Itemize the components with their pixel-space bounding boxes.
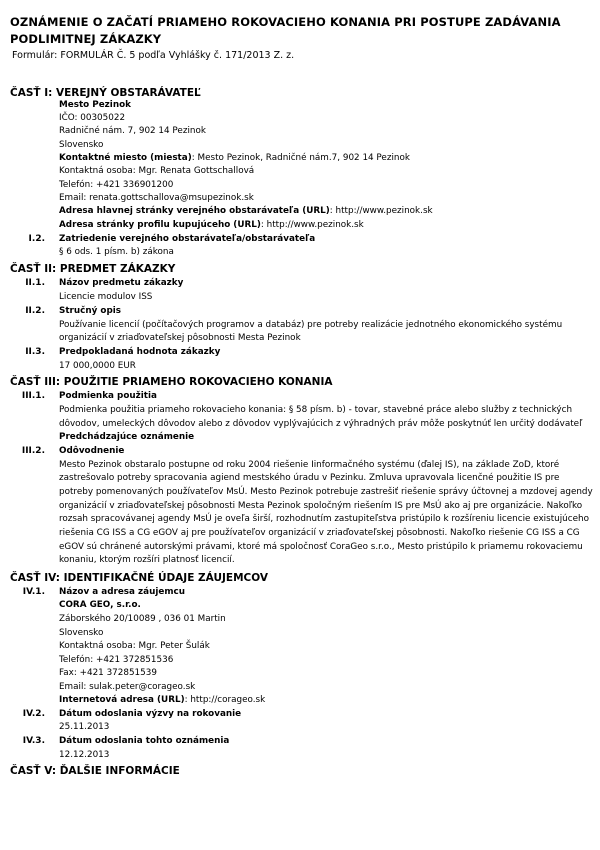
section-title: Zatriedenie verejného obstarávateľa/obstarávateľa: [59, 234, 316, 244]
section-number: III.1.: [21, 391, 45, 401]
website-label: Adresa hlavnej stránky verejného obstarávateľa (URL): [59, 206, 330, 216]
section-title: Predpokladaná hodnota zákazky: [59, 347, 221, 357]
section-title: Stručný opis: [59, 306, 122, 316]
section-title: Názov a adresa záujemcu: [59, 587, 185, 597]
justification-line: eGOV sú chránené autorskými právami, ktoré má spoločnosť CoraGeo s.r.o., Mesto pristúpilo k priamemu rokovaciemu: [59, 542, 583, 552]
bidder-website-label: Internetová adresa (URL): [59, 695, 185, 705]
estimated-value: 17 000,0000 EUR: [59, 361, 136, 371]
justification-line: zastrešovalo potreby spracovania agiend mestského úradu v Pezinku. Zmluva upravovala licenčné použitie IS pre: [59, 473, 560, 483]
condition-line: Podmienka použitia priameho rokovacieho konania: § 58 písm. b) - tovar, stavebné práce alebo služby z technických: [59, 405, 573, 415]
notice-date: 12.12.2013: [59, 750, 110, 760]
form-reference: Formulár: FORMULÁR Č. 5 podľa Vyhlášky č. 171/2013 Z. z.: [12, 50, 295, 61]
page-title: OZNÁMENIE O ZAČATÍ PRIAMEHO ROKOVACIEHO KONANIA PRI POSTUPE ZADÁVANIA PODLIMITNEJ ZÁKAZKY: [10, 15, 561, 46]
justification-line: riešenia CG ISS a CG eGOV aj pre používateľov organizácií v zriaďovateľskej pôsobnosti. Nakoľko riešenie CG ISS a CG: [59, 528, 580, 538]
section-title: Podmienka použitia: [59, 391, 157, 401]
website-value: : http://www.pezinok.sk: [329, 206, 433, 216]
authority-ico: IČO: 00305022: [59, 113, 126, 123]
authority-email: Email: renata.gottschallova@msupezinok.sk: [59, 193, 254, 203]
buyer-profile-label: Adresa stránky profilu kupujúceho (URL): [59, 220, 261, 230]
section-number: II.3.: [25, 347, 45, 357]
contact-place-value: : Mesto Pezinok, Radničné nám.7, 902 14 Pezinok: [191, 153, 410, 163]
bidder-website-value: : http://corageo.sk: [184, 695, 266, 705]
justification-line: konaniu, ktorým rozšíri platnosť licencií.: [59, 555, 235, 565]
justification-line: organizácií v zriaďovateľskej pôsobnosti Mesta Pezinok spoločným riešením IS pre MsÚ ako aj pre organizácie. Nakoľko: [59, 501, 583, 511]
bidder-email: Email: sulak.peter@corageo.sk: [59, 682, 196, 692]
authority-buyer-profile: [59, 219, 364, 232]
part-5-heading: ČASŤ V: ĎALŠIE INFORMÁCIE: [10, 765, 180, 777]
bidder-fax: Fax: +421 372851539: [59, 668, 157, 678]
contracting-authority-name: Mesto Pezinok: [59, 100, 131, 110]
bidder-contact-person: Kontaktná osoba: Mgr. Peter Šulák: [59, 641, 210, 651]
justification-line: potreby pomenovaných používateľov MsÚ. Mesto Pezinok potrebuje zastrešiť riešenie správy účtovnej a mzdovej agendy: [59, 487, 593, 497]
justification-line: rozsah spracovávanej agendy MsÚ je oveľa širší, rozhodnutím zastupiteľstva pristúpilo k rozšíreniu licencie existujúceho: [59, 514, 589, 524]
section-number: IV.3.: [22, 736, 45, 746]
authority-contact-place: [59, 152, 410, 165]
authority-website: [59, 205, 433, 218]
description-line: Používanie licencií (počítačových programov a databáz) pre potreby realizácie jednotného ekonomického systému: [59, 320, 563, 330]
description-line: organizácií v zriaďovateľskej pôsobnosti Mesta Pezinok: [59, 333, 301, 343]
invitation-date: 25.11.2013: [59, 722, 110, 732]
bidder-country: Slovensko: [59, 628, 104, 638]
authority-phone: Telefón: +421 336901200: [59, 180, 174, 190]
section-number: IV.1.: [22, 587, 45, 597]
justification-line: Mesto Pezinok obstaralo postupne od roku 2004 riešenie Iinformačného systému (ďalej IS), na základe ZoD, ktoré: [59, 460, 560, 470]
section-number: II.2.: [25, 306, 45, 316]
bidder-phone: Telefón: +421 372851536: [59, 655, 174, 665]
bidder-website: [59, 694, 265, 707]
section-number: I.2.: [28, 234, 45, 244]
section-number: II.1.: [25, 278, 45, 288]
authority-country: Slovensko: [59, 140, 104, 150]
section-title: Dátum odoslania výzvy na rokovanie: [59, 709, 242, 719]
section-title: Dátum odoslania tohto oznámenia: [59, 736, 230, 746]
authority-contact-person: Kontaktná osoba: Mgr. Renata Gottschallová: [59, 166, 255, 176]
section-title: Odôvodnenie: [59, 446, 125, 456]
contract-name: Licencie modulov ISS: [59, 292, 153, 302]
prior-notice-label: Predchádzajúce oznámenie: [59, 432, 195, 442]
part-4-heading: ČASŤ IV: IDENTIFIKAČNÉ ÚDAJE ZÁUJEMCOV: [10, 572, 268, 584]
authority-classification: § 6 ods. 1 písm. b) zákona: [59, 247, 174, 257]
section-number: IV.2.: [22, 709, 45, 719]
bidder-company: CORA GEO, s.r.o.: [59, 600, 141, 610]
section-number: III.2.: [21, 446, 45, 456]
part-1-heading: ČASŤ I: VEREJNÝ OBSTARÁVATEĽ: [10, 87, 201, 99]
buyer-profile-value: : http://www.pezinok.sk: [260, 220, 364, 230]
section-title: Názov predmetu zákazky: [59, 278, 184, 288]
authority-address: Radničné nám. 7, 902 14 Pezinok: [59, 126, 206, 136]
condition-line: dôvodov, umeleckých dôvodov alebo z dôvodov vyplývajúcich z výhradných práv môže poskytnúť len určitý dodávateľ: [59, 419, 583, 429]
contact-place-label: Kontaktné miesto (miesta): [59, 153, 192, 163]
part-3-heading: ČASŤ III: POUŽITIE PRIAMEHO ROKOVACIEHO KONANIA: [10, 376, 333, 388]
part-2-heading: ČASŤ II: PREDMET ZÁKAZKY: [10, 263, 176, 275]
bidder-address: Záborského 20/10089 , 036 01 Martin: [59, 614, 226, 624]
